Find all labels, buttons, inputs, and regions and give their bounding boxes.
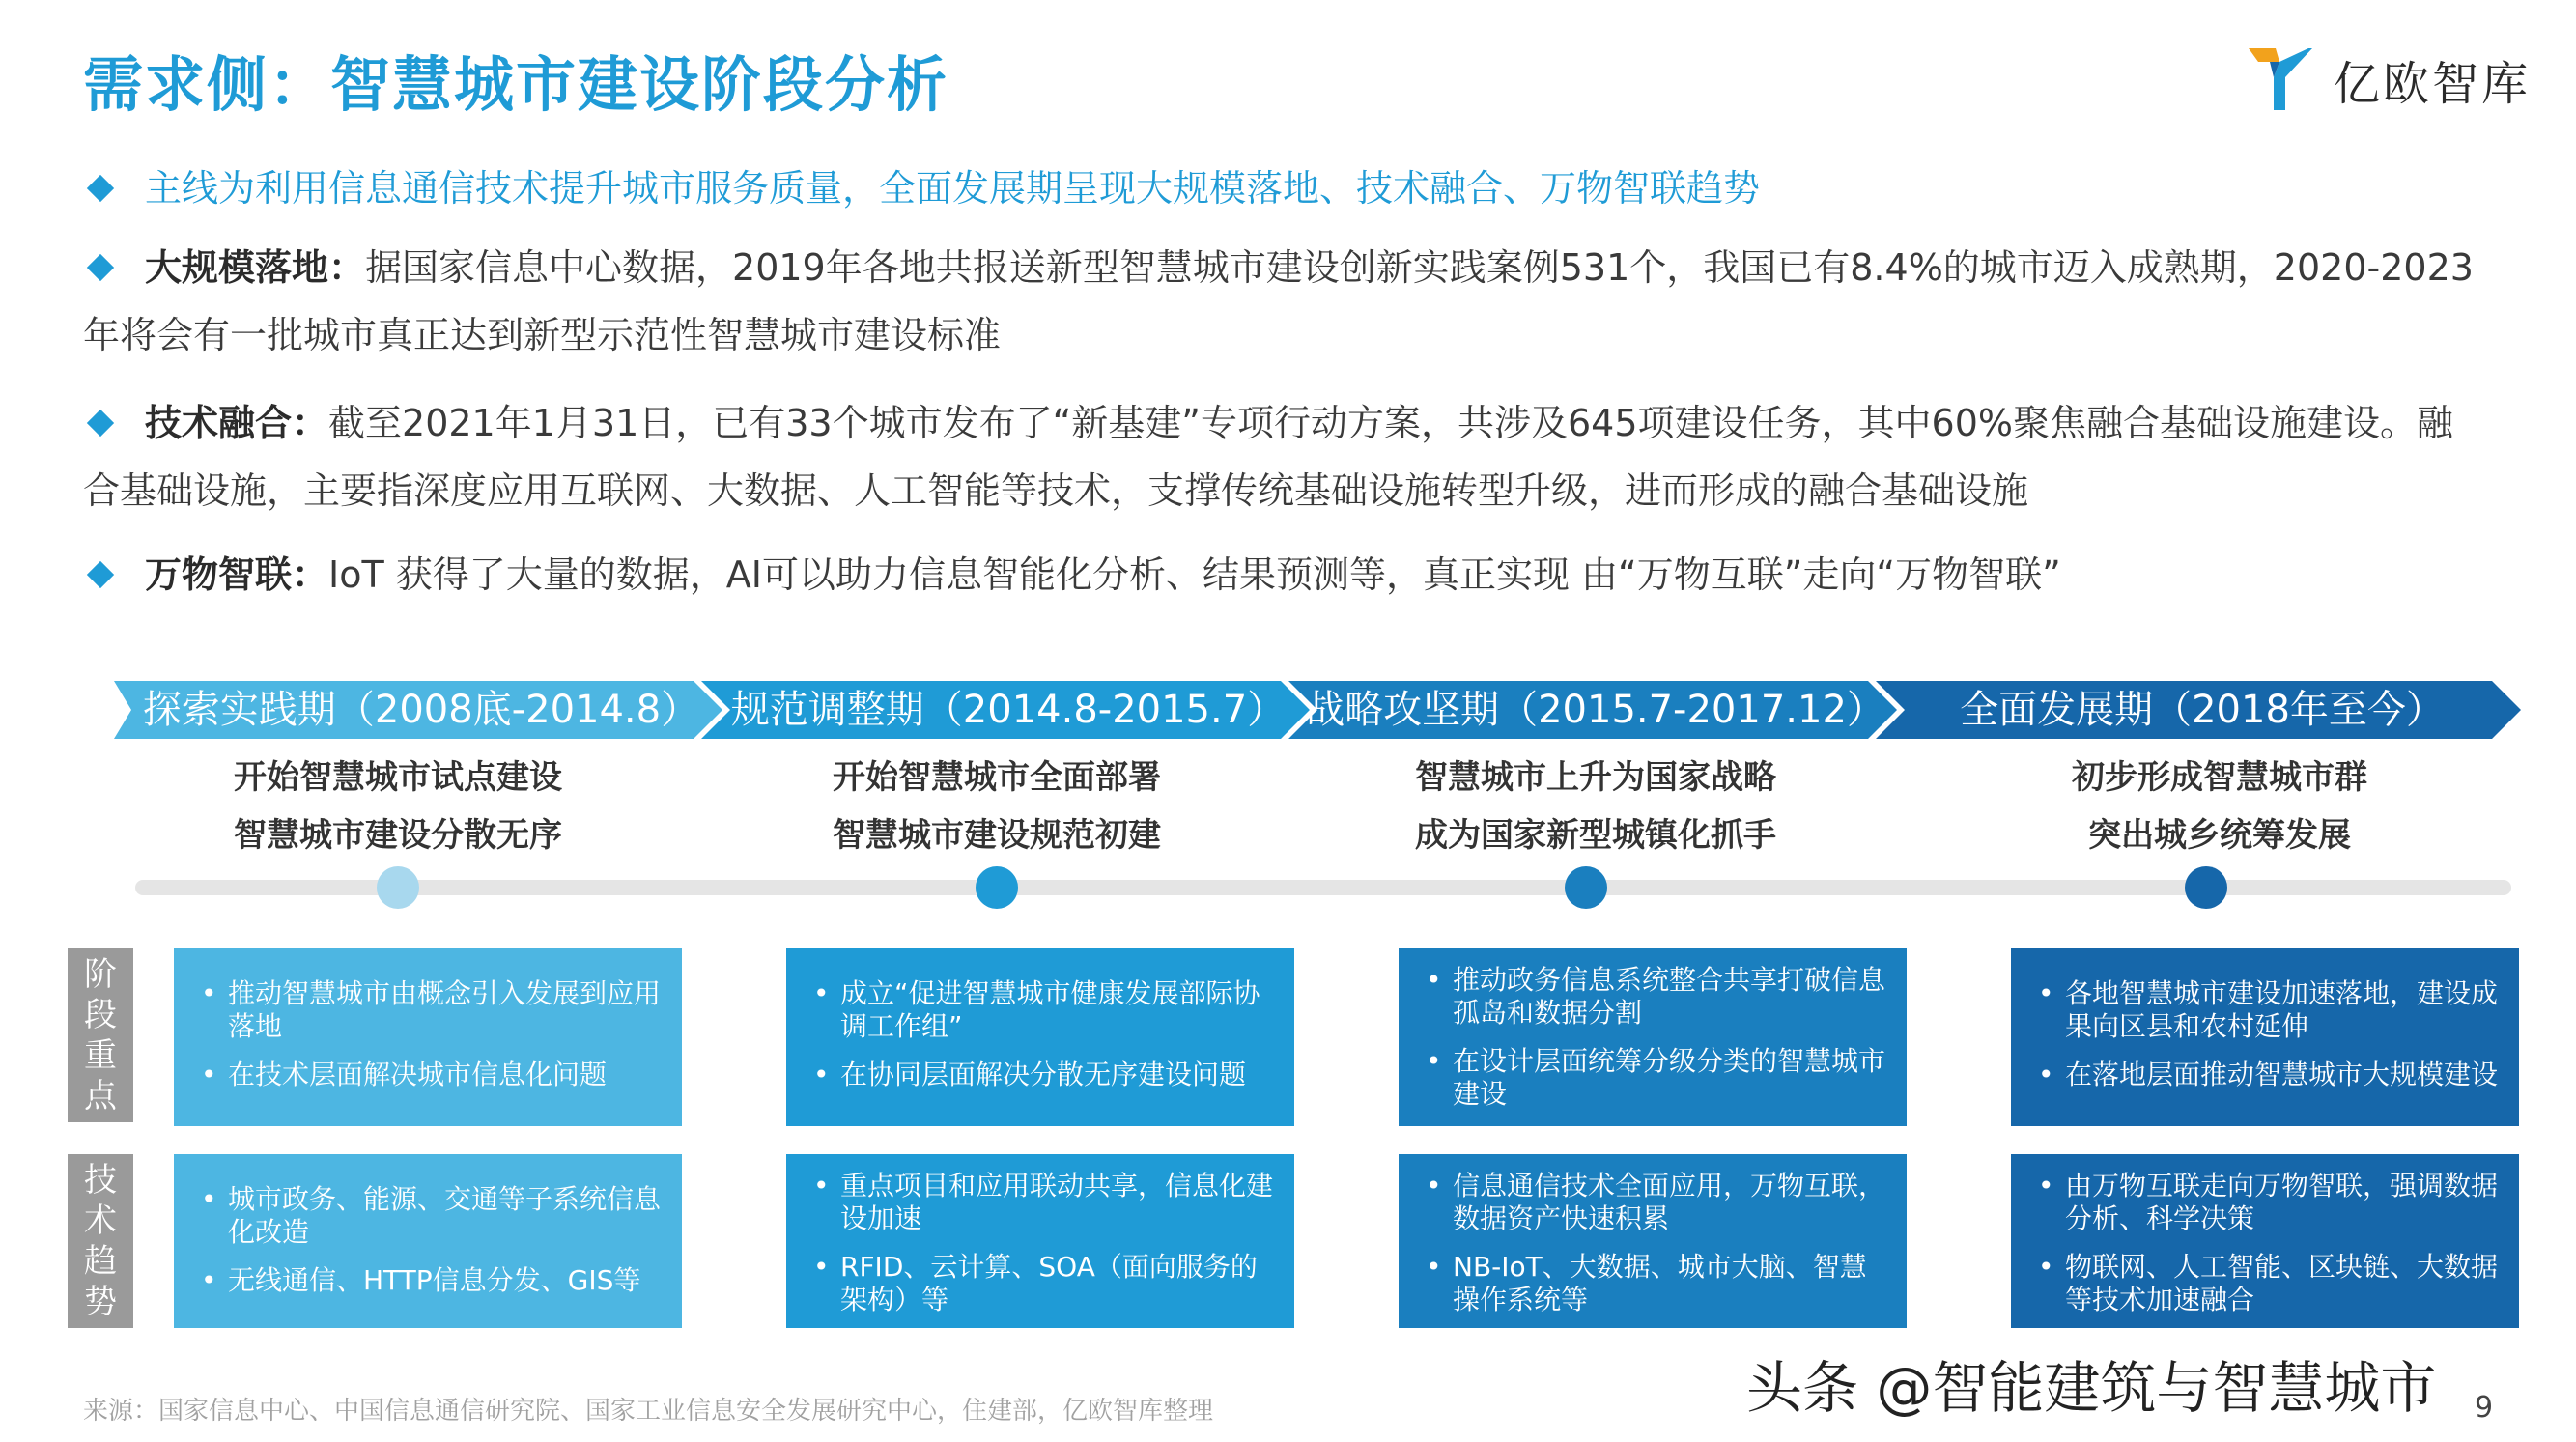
tech-box-phase-2 bbox=[786, 1154, 1294, 1328]
phase-2-heading-line2: 智慧城市建设规范初建 bbox=[833, 816, 1161, 855]
phase-label-2: 规范调整期（2014.8-2015.7） bbox=[730, 688, 1287, 732]
brand-logo bbox=[2241, 39, 2531, 116]
phase-label-1: 探索实践期（2008底-2014.8） bbox=[142, 688, 700, 732]
tech-box-phase-3 bbox=[1399, 1154, 1907, 1328]
diamond-bullet-icon bbox=[87, 253, 114, 280]
phase-1-heading-line1: 开始智慧城市试点建设 bbox=[234, 758, 562, 797]
timeline-line bbox=[135, 880, 2511, 895]
list-item: • 城市政务、能源、交通等子系统信息化改造 bbox=[193, 1183, 663, 1249]
list-item: • 推动政务信息系统整合共享打破信息孤岛和数据分割 bbox=[1418, 964, 1887, 1030]
focus-box-phase-4 bbox=[2011, 948, 2519, 1126]
timeline-dot-1 bbox=[377, 866, 419, 909]
phase-4-heading-line2: 突出城乡统筹发展 bbox=[2088, 816, 2351, 855]
list-item: • 各地智慧城市建设加速落地，建设成果向区县和农村延伸 bbox=[2030, 977, 2500, 1043]
side-label-tech-char: 势 bbox=[84, 1283, 117, 1321]
list-item: • 由万物互联走向万物智联，强调数据分析、科学决策 bbox=[2030, 1170, 2500, 1235]
bullet-iot bbox=[83, 541, 2517, 608]
tech-box-phase-4 bbox=[2011, 1154, 2519, 1328]
phase-4-heading bbox=[1968, 749, 2471, 864]
list-item: • 无线通信、HTTP信息分发、GIS等 bbox=[193, 1264, 663, 1297]
side-label-tech-char: 术 bbox=[84, 1202, 117, 1240]
list-item: • 在协同层面解决分散无序建设问题 bbox=[806, 1059, 1275, 1091]
tech-box-phase-1 bbox=[174, 1154, 682, 1328]
diamond-bullet-icon bbox=[87, 560, 114, 587]
watermark: 头条 @智能建筑与智慧城市 bbox=[1746, 1355, 2437, 1421]
focus-box-phase-3 bbox=[1399, 948, 1907, 1126]
bullet-large-scale-line2: 年将会有一批城市真正达到新型示范性智慧城市建设标准 bbox=[83, 314, 1002, 356]
bullet-tech-fusion bbox=[83, 389, 2517, 524]
list-item: • 成立“促进智慧城市健康发展部际协调工作组” bbox=[806, 977, 1275, 1043]
list-item: • 重点项目和应用联动共享，信息化建设加速 bbox=[806, 1170, 1275, 1235]
bullet-tech-fusion-line2: 合基础设施，主要指深度应用互联网、大数据、人工智能等技术，支撑传统基础设施转型升级，进而形成的融合基础设施 bbox=[83, 469, 2029, 512]
diamond-bullet-icon bbox=[87, 174, 114, 201]
bullet-tech-fusion-line1: 截至2021年1月31日，已有33个城市发布了“新基建”专项行动方案，共涉及645项建设任务，其中60%聚焦融合基础设施建设。融 bbox=[328, 402, 2453, 444]
list-item: • 信息通信技术全面应用，万物互联，数据资产快速积累 bbox=[1418, 1170, 1887, 1235]
bullet-iot-text: IoT 获得了大量的数据，AI可以助力信息智能化分析、结果预测等，真正实现 由“万物互联”走向“万物智联” bbox=[328, 553, 2061, 596]
phase-3-heading-line1: 智慧城市上升为国家战略 bbox=[1415, 758, 1776, 797]
phase-2-heading bbox=[746, 749, 1248, 864]
brand-name: 亿欧智库 bbox=[2334, 57, 2532, 111]
bullet-large-scale-line1: 据国家信息中心数据，2019年各地共报送新型智慧城市建设创新实践案例531个，我国已有8.4%的城市迈入成熟期，2020-2023 bbox=[365, 246, 2474, 289]
bullet-iot-heading: 万物智联： bbox=[145, 553, 329, 596]
phase-3-heading bbox=[1345, 749, 1847, 864]
side-label-focus-char: 阶 bbox=[84, 955, 117, 994]
phase-1-heading bbox=[147, 749, 649, 864]
timeline-dot-4 bbox=[2185, 866, 2227, 909]
side-label-focus bbox=[68, 948, 133, 1122]
source-note: 来源：国家信息中心、中国信息通信研究院、国家工业信息安全发展研究中心，住建部，亿欧智库整理 bbox=[83, 1397, 1214, 1426]
list-item: • 在技术层面解决城市信息化问题 bbox=[193, 1059, 663, 1091]
list-item: • NB-IoT、大数据、城市大脑、智慧操作系统等 bbox=[1418, 1251, 1887, 1316]
yiou-logo-icon bbox=[2241, 39, 2318, 116]
phase-4-heading-line1: 初步形成智慧城市群 bbox=[2072, 758, 2367, 797]
bullet-tech-fusion-heading: 技术融合： bbox=[145, 402, 329, 444]
phase-label-4: 全面发展期（2018年至今） bbox=[1960, 688, 2445, 732]
side-label-tech bbox=[68, 1154, 133, 1328]
side-label-focus-char: 点 bbox=[84, 1077, 117, 1116]
phase-label-3: 战略攻坚期（2015.7-2017.12） bbox=[1306, 688, 1885, 732]
phase-3-heading-line2: 成为国家新型城镇化抓手 bbox=[1415, 816, 1776, 855]
page-title: 需求侧：智慧城市建设阶段分析 bbox=[83, 49, 949, 120]
focus-box-phase-2 bbox=[786, 948, 1294, 1126]
side-label-focus-char: 段 bbox=[84, 996, 117, 1034]
side-label-tech-char: 技 bbox=[84, 1161, 117, 1200]
phase-2-heading-line1: 开始智慧城市全面部署 bbox=[833, 758, 1161, 797]
diamond-bullet-icon bbox=[87, 409, 114, 436]
list-item: • 在落地层面推动智慧城市大规模建设 bbox=[2030, 1059, 2500, 1091]
list-item: • 物联网、人工智能、区块链、大数据等技术加速融合 bbox=[2030, 1251, 2500, 1316]
bullet-large-scale-heading: 大规模落地： bbox=[145, 246, 366, 289]
timeline-dot-2 bbox=[976, 866, 1018, 909]
phase-1-heading-line2: 智慧城市建设分散无序 bbox=[234, 816, 562, 855]
bullet-main bbox=[83, 155, 2517, 222]
focus-box-phase-1 bbox=[174, 948, 682, 1126]
page-number: 9 bbox=[2475, 1391, 2494, 1425]
list-item: • 在设计层面统筹分级分类的智慧城市建设 bbox=[1418, 1045, 1887, 1111]
side-label-focus-char: 重 bbox=[84, 1036, 117, 1075]
list-item: • RFID、云计算、SOA（面向服务的架构）等 bbox=[806, 1251, 1275, 1316]
list-item: • 推动智慧城市由概念引入发展到应用落地 bbox=[193, 977, 663, 1043]
side-label-tech-char: 趋 bbox=[84, 1242, 117, 1281]
bullet-large-scale bbox=[83, 234, 2517, 369]
timeline-dot-3 bbox=[1565, 866, 1607, 909]
bullet-main-text: 主线为利用信息通信技术提升城市服务质量，全面发展期呈现大规模落地、技术融合、万物智联趋势 bbox=[145, 167, 1761, 210]
